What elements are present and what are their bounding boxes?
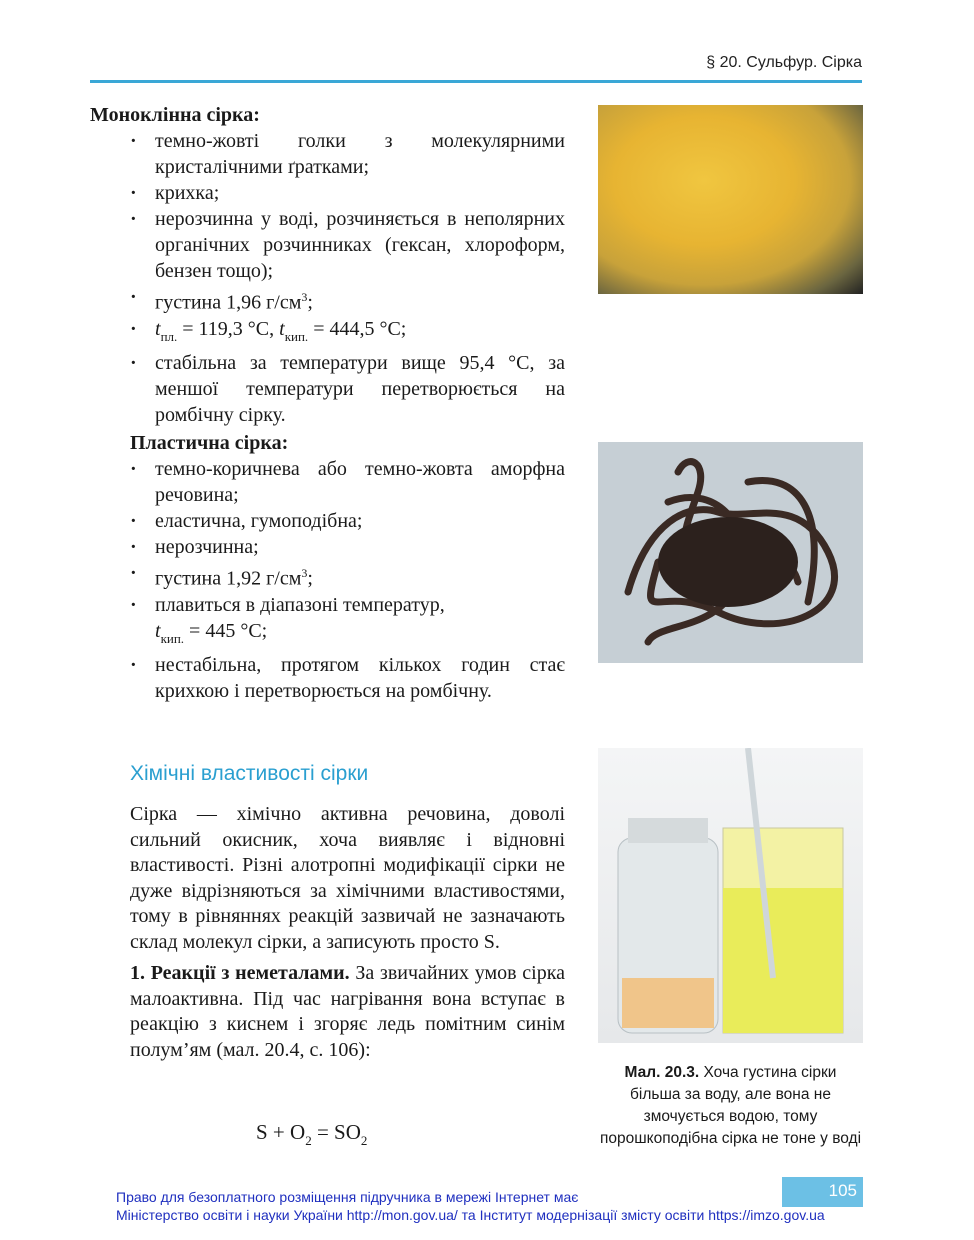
density-text: густина 1,92 г/см bbox=[155, 567, 302, 590]
plastic-list bbox=[90, 456, 565, 704]
chemical-body bbox=[130, 802, 565, 1063]
melt-text: плавиться в діапазоні температур, bbox=[155, 593, 445, 616]
paragraph bbox=[130, 961, 565, 1063]
subscript: 2 bbox=[305, 1133, 312, 1148]
punct: ; bbox=[307, 567, 313, 590]
paragraph-text: За звичайних умов сірка малоактивна. Під час нагрівання вона вступає в реакцію з киснем і згоряє ледь помітним синім полум’ям (мал. 20.4, с. 106): bbox=[130, 962, 565, 1061]
list-item bbox=[130, 284, 565, 316]
monoclinic-list bbox=[90, 128, 565, 428]
list-item: · темно-коричнева або темно-жовта аморфна речовина; bbox=[130, 456, 565, 508]
superscript: 3 bbox=[301, 566, 308, 580]
list-item bbox=[130, 316, 565, 350]
temp-symbol: t bbox=[155, 619, 161, 642]
plastic-title: Пластична сірка: bbox=[130, 432, 289, 454]
plastic-sulfur-photo bbox=[598, 442, 863, 663]
temp-symbol: t bbox=[155, 317, 161, 340]
list-item: · крихка; bbox=[130, 180, 565, 206]
list-item bbox=[130, 560, 565, 592]
copyright-footer bbox=[116, 1188, 825, 1224]
monoclinic-section bbox=[90, 102, 565, 428]
formula-part: = SO bbox=[311, 1120, 361, 1144]
list-item: · нестабільна, протягом кількох годин стає крихкою і перетворюється на ромбічну. bbox=[130, 652, 565, 704]
temp-symbol: t bbox=[279, 317, 285, 340]
sulfur-in-water-photo bbox=[598, 748, 863, 1043]
section-title: § 20. Сульфур. Сірка bbox=[706, 54, 862, 71]
monoclinic-title: Моноклінна сірка: bbox=[90, 104, 260, 126]
subscript: кип. bbox=[160, 630, 185, 646]
punct: ; bbox=[307, 291, 313, 314]
list-item: · нерозчинна; bbox=[130, 534, 565, 560]
page-number: 105 bbox=[782, 1177, 863, 1207]
subscript: 2 bbox=[360, 1133, 368, 1148]
superscript: 3 bbox=[301, 290, 308, 304]
monoclinic-sulfur-photo bbox=[598, 105, 863, 294]
boil-value: = 444,5 °С; bbox=[308, 317, 407, 340]
list-item bbox=[130, 592, 565, 652]
footer-line: Міністерство освіти і науки України http://mon.gov.ua/ та Інститут модернізації змісту освіти https://imzo.gov.ua bbox=[116, 1207, 825, 1223]
footer-line: Право для безоплатного розміщення підручника в мережі Інтернет має bbox=[116, 1189, 579, 1205]
figure-label: Мал. 20.3. bbox=[624, 1064, 700, 1081]
page-header bbox=[90, 50, 862, 83]
list-item: · еластична, гумоподібна; bbox=[130, 508, 565, 534]
melt-value: = 445 °С; bbox=[184, 619, 268, 642]
subscript: пл. bbox=[160, 328, 178, 344]
subscript: кип. bbox=[284, 328, 309, 344]
list-item: · стабільна за температури вище 95,4 °С, за меншої температури перетворюється на ромбічну сірку. bbox=[130, 350, 565, 428]
list-item: · нерозчинна у воді, розчиняється в неполярних органічних розчинниках (гексан, хлороформ, бензен тощо); bbox=[130, 206, 565, 284]
density-text: густина 1,96 г/см bbox=[155, 291, 302, 314]
melt-value: = 119,3 °С, bbox=[177, 317, 280, 340]
bold-lead: 1. Реакції з неметалами. bbox=[130, 962, 350, 984]
formula-part: S + O bbox=[256, 1120, 306, 1144]
reaction-formula bbox=[256, 1120, 367, 1149]
figure-caption bbox=[598, 1062, 863, 1150]
chemical-heading: Хімічні властивості сірки bbox=[130, 762, 369, 785]
plastic-section bbox=[90, 430, 565, 704]
paragraph: Сірка — хімічно активна речовина, доволі сильний окисник, хоча виявляє і відновні властивості. Різні алотропні модифікації сірки не дуже відрізняються за хімічними властивостями, тому в рівняннях реакцій зазвичай не зазначають склад молекул сірки, а записують просто S. bbox=[130, 803, 565, 953]
list-item: · темно-жовті голки з молекулярними кристалічними ґратками; bbox=[130, 128, 565, 180]
caption-text: Хоча густина сірки більша за воду, але вона не змочується водою, тому порошкоподібна сірка не тоне у воді bbox=[599, 1064, 862, 1147]
